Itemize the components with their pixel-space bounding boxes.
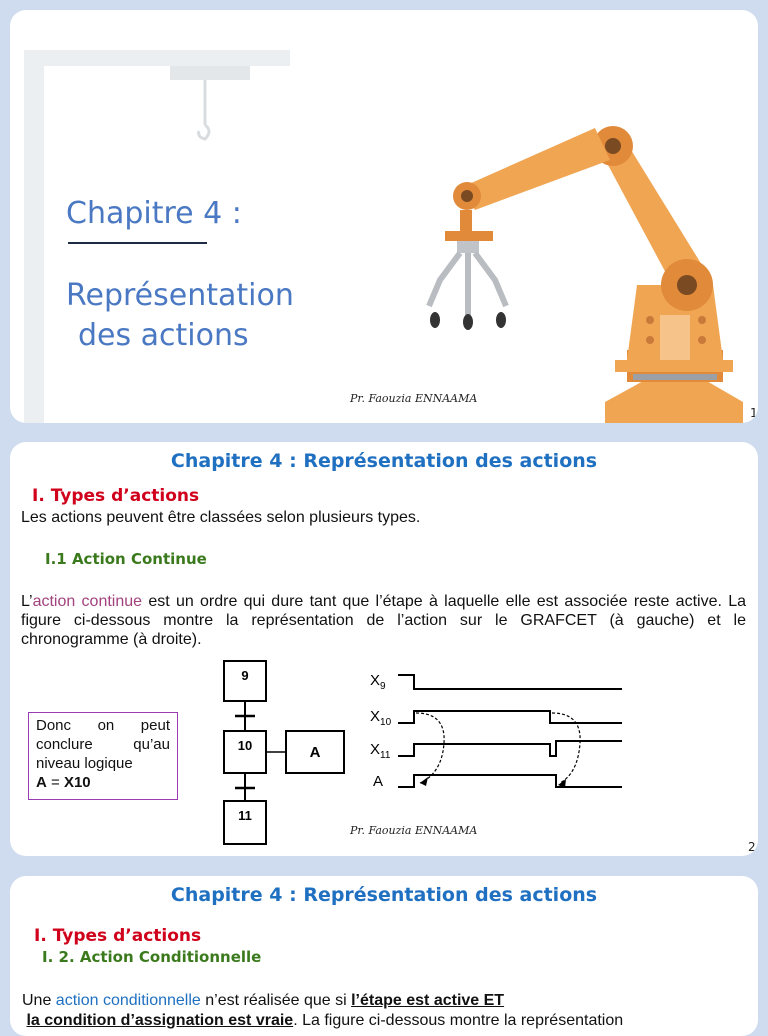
chrono-label-x10: $X_{10}$ — [370, 708, 392, 728]
section-title: I. Types d’actions — [32, 486, 200, 506]
subtitle-line-1: Représentation — [66, 278, 294, 313]
slide-header: Chapitre 4 : Représentation des actions — [170, 884, 598, 906]
intro-text: Les actions peuvent être classées selon plusieurs types. — [21, 509, 421, 526]
page-number: 2 — [748, 840, 756, 854]
page-number: 1 — [750, 406, 758, 420]
title-divider — [68, 242, 207, 244]
conclusion-box: Donc on peut conclure qu’au niveau logique A = X10 — [28, 712, 178, 800]
author-name: Pr. Faouzia ENNAAMA — [350, 392, 478, 405]
chrono-label-x11: $X_{11}$ — [370, 741, 391, 761]
grafcet-step-10: 10 — [223, 730, 267, 774]
chrono-label-x9: $X_9$ — [370, 672, 386, 692]
slide-3 — [10, 876, 758, 1036]
subsection-title: I.1 Action Continue — [45, 550, 207, 568]
author-name: Pr. Faouzia ENNAAMA — [350, 824, 478, 837]
chronogram — [390, 667, 630, 797]
grafcet-step-11: 11 — [223, 800, 267, 845]
paragraph: L’action continue est un ordre qui dure tant que l’étape à laquelle elle est associée reste active. La figure ci-dessous montre la représentation de l’action sur le GRAFCET (à gauche) et le chronogramme (à droite). — [21, 593, 746, 648]
slide-header: Chapitre 4 : Représentation des actions — [170, 450, 598, 472]
section-title: I. Types d’actions — [34, 926, 202, 946]
subsection-title: I. 2. Action Conditionnelle — [42, 948, 262, 966]
term-action-continue: action continue — [32, 593, 143, 610]
subtitle-line-2: des actions — [78, 318, 249, 353]
chapter-title: Chapitre 4 : — [66, 196, 242, 231]
grafcet-step-9: 9 — [223, 660, 267, 702]
slide-1 — [10, 10, 758, 423]
chrono-label-a: A — [373, 773, 384, 790]
grafcet-action-A: A — [285, 730, 345, 774]
paragraph: Une action conditionnelle n’est réalisée que si l’étape est active ET la condition d’assignation est vraie. La figure ci-dessous montre la représentation — [22, 992, 624, 1029]
robot-arm-illustration — [405, 110, 750, 423]
term-action-conditionnelle: action conditionnelle — [55, 992, 201, 1009]
slide-2 — [10, 442, 758, 856]
